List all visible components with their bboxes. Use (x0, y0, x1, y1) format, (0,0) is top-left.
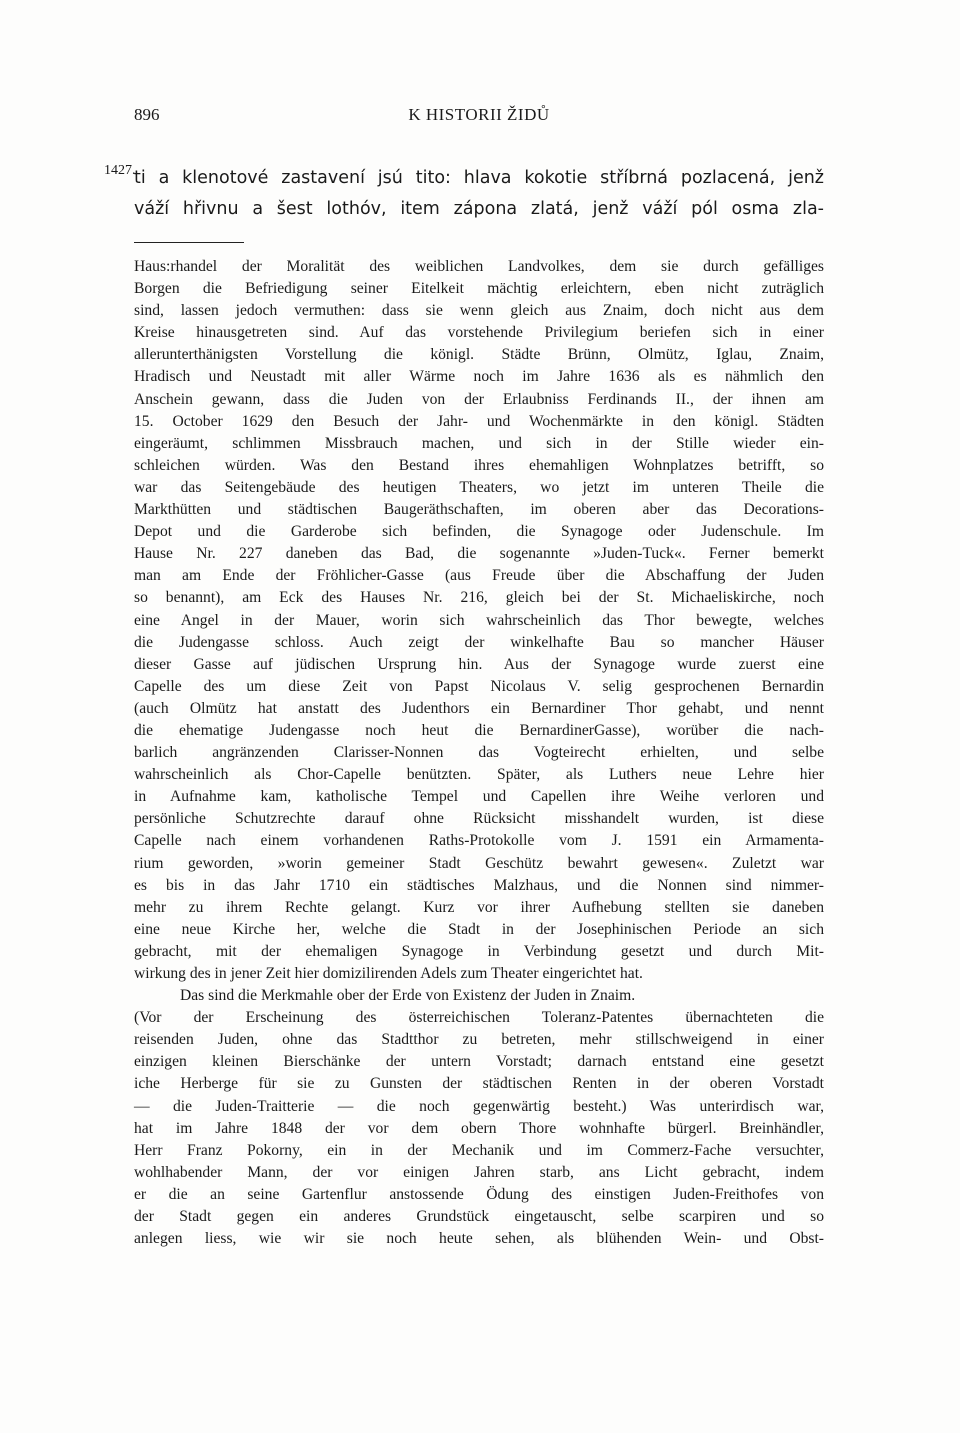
running-title: K HISTORII ŽIDŮ (408, 105, 550, 124)
footnote-line: so benannt), am Eck des Hauses Nr. 216, gleich bei der St. Michaeliskirche, noch (134, 589, 824, 607)
footnote-line: einzigen kleinen Bierschänke der untern Vorstadt; darnach entstand eine gesetzt (134, 1053, 824, 1071)
footnote-line: gebracht, mit der ehemaligen Synagoge in Verbindung gesetzt und durch Mit- (134, 942, 824, 960)
footnote-line: hat im Jahre 1848 der vor dem obern Thore wohnhafte bürgerl. Breinhändler, (134, 1119, 824, 1137)
footnote-line: Capelle des um diese Zeit von Papst Nicolaus V. selig gesprochenen Bernardin (134, 677, 824, 695)
footnote-line: — die Juden-Traitterie — die noch gegenwärtig besteht.) Was unterirdisch war, (134, 1097, 824, 1115)
footnote-line: allerunterthänigsten Vorstellung die königl. Städte Brünn, Olmütz, Iglau, Znaim, (134, 346, 824, 364)
page-header (134, 105, 824, 135)
footnote-line: war das Seitengebäude des heutigen Theaters, wo jetzt im unteren Theile die (134, 478, 824, 496)
footnote-line: Depot und die Garderobe sich befinden, die Synagoge oder Judenschule. Im (134, 523, 824, 541)
footnote-line: es bis in das Jahr 1710 ein städtisches Malzhaus, und die Nonnen sind nimmer- (134, 876, 824, 894)
footnote-line: wirkung des in jener Zeit hier domizilirenden Adels zum Theater eingerichtet hat. (134, 965, 643, 982)
footnote-line: in Aufnahme kam, katholische Tempel und Capellen ihre Weihe verloren und (134, 788, 824, 806)
footnote-line: Capelle nach einem vorhandenen Raths-Protokolle vom J. 1591 ein Armamenta- (134, 832, 824, 850)
footnote-line: Borgen die Befriedigung seiner Eitelkeit mächtig erleichtern, eben nicht zuträglich (134, 280, 824, 298)
footnote-line: man am Ende der Fröhlicher-Gasse (aus Freude über die Abschaffung der Juden (134, 567, 824, 585)
footnote-line: (auch Olmütz hat anstatt des Judenthors ein Bernardiner Thor gehabt, und nennt (134, 699, 824, 717)
footnote-line: schleichen würden. Was den Bestand ihres ehemahligen Wohnplatzes betrifft, so (134, 456, 824, 474)
footnote-line: Das sind die Merkmahle ober der Erde von Existenz der Juden in Znaim. (180, 987, 636, 1005)
footnote-line: Anschein gewann, dass die Juden von der Erlaubniss Ferdinands II., der ihnen am (134, 390, 824, 408)
footnote-line: reisenden Juden, ohne das Stadtthor zu betreten, mehr stillschweigend in einer (134, 1031, 824, 1049)
footnote-line: wahrscheinlich als Chor-Capelle benützten. Später, als Luthers neue Lehre hier (134, 766, 824, 784)
footnote-line: Hradisch und Neustadt mit aller Wärme noch im Jahre 1636 als es nähmlich den (134, 368, 824, 386)
footnote-line: Kreise hinausgetreten sind. Auf das vorstehende Privilegium beriefen sich in einer (134, 324, 824, 342)
footnote-line: iche Herberge für sie zu Gunsten der städtischen Renten in der oberen Vorstadt (134, 1075, 824, 1093)
main-text (134, 163, 824, 225)
year-marginal-note: 1427. (104, 163, 136, 178)
footnote-line: sind, lassen jedoch vermuthen: dass sie wenn gleich aus Znaim, doch nicht aus dem (134, 302, 824, 320)
footnote-line: eine neue Kirche her, welche die Stadt in der Josephinischen Periode an sich (134, 920, 824, 938)
footnote-line: der Stadt gegen ein anderes Grundstück eingetauscht, selbe scarpiren und so (134, 1208, 824, 1226)
footnote-line: Herr Franz Pokorny, ein in der Mechanik und im Commerz-Fache versuchter, (134, 1141, 824, 1159)
footnote-line: Hause Nr. 227 daneben das Bad, die sogenannte »Juden-Tuck«. Ferner bemerkt (134, 545, 824, 563)
footnote-line: anlegen liess, wie wir sie noch heute sehen, als blühenden Wein- und Obst- (134, 1230, 824, 1248)
footnote-line: rium geworden, »worin gemeiner Stadt Geschütz bewahrt gewesen«. Zuletzt war (134, 854, 824, 872)
text-line: ti a klenotové zastavení jsú tito: hlava kokotie stříbrná pozlacená, jenž (134, 168, 824, 188)
footnote-line: 15. October 1629 den Besuch der Jahr- und Wochenmärkte in den königl. Städten (134, 412, 824, 430)
footnote-line: dieser Gasse auf jüdischen Ursprung hin. Aus der Synagoge wurde zuerst eine (134, 655, 824, 673)
text-line: váží hřivnu a šest lothóv, item zápona zlatá, jenž váží pól osma zla- (134, 199, 824, 219)
footnote-line: Markthütten und städtischen Baugeräthschaften, im oberen aber das Decorations- (134, 501, 824, 519)
page-number: 896 (134, 105, 160, 124)
footnote-line: die Judengasse schloss. Auch zeigt der winkelhafte Bau so mancher Häuser (134, 633, 824, 651)
footnote-line: eingeräumt, schlimmen Missbrauch machen, und sich in der Stille wieder ein- (134, 434, 824, 452)
footnote-line: eine Angel in der Mauer, worin sich wahrscheinlich das Thor bewegte, welches (134, 611, 824, 629)
footnote-line: (Vor der Erscheinung des österreichischen Toleranz-Patentes übernachteten die (134, 1009, 824, 1027)
footnote-line: wohlhabender Mann, der vor einigen Jahren starb, ans Licht gebracht, indem (134, 1163, 824, 1181)
footnote-line: mehr zu ihrem Rechte gelangt. Kurz vor ihrer Aufhebung stellten sie daneben (134, 898, 824, 916)
footnote-text (134, 256, 824, 1250)
footnote-line: er die an seine Gartenflur anstossende Ödung des einstigen Juden-Freithofes von (134, 1185, 824, 1203)
footnote-line: Haus:rhandel der Moralität des weiblichen Landvolkes, dem sie durch gefälliges (134, 258, 824, 275)
footnote-line: barlich angränzenden Clarisser-Nonnen das Vogteirecht erhielten, und selbe (134, 744, 824, 762)
footnote-line: persönliche Schutzrechte darauf ohne Rücksicht misshandelt wurden, ist diese (134, 810, 824, 828)
footnote-separator (134, 242, 244, 243)
footnote-line: die ehematige Judengasse noch heut die BernardinerGasse), worüber die nach- (134, 721, 824, 739)
